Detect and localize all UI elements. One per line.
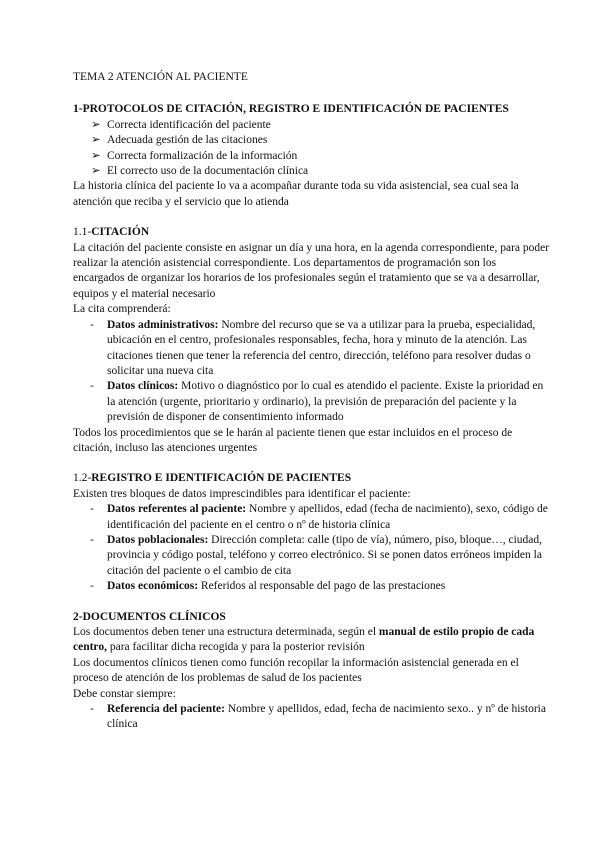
list-item-text: El correcto uso de la documentación clínica [107, 165, 309, 178]
arrow-bullet-icon: ➢ [91, 165, 101, 178]
section-1-1-intro: La cita comprenderá: [73, 303, 171, 316]
list-item-term: Datos poblacionales: [107, 533, 209, 546]
arrow-bullet-icon: ➢ [91, 134, 101, 147]
section-2-heading: 2-DOCUMENTOS CLÍNICOS [73, 610, 226, 623]
list-item-term: Datos administrativos: [107, 318, 219, 331]
section-1-paragraph: La historia clínica del paciente lo va a acompañar durante toda su vida asistencial, sea cual sea la atención que reciba y el servicio que lo atienda [73, 180, 519, 208]
section-title: CITACIÓN [91, 226, 150, 239]
section-1-2-dash-list [73, 502, 550, 594]
list-item-text: Correcta formalización de la información [107, 149, 298, 162]
list-item-text: Correcta identificación del paciente [107, 118, 271, 131]
list-item [73, 318, 550, 380]
list-item-text: Dirección completa: calle (tipo de vía), número, piso, bloque…, ciudad, provincia y código postal, teléfono y correo electrónico. Si se ponen datos erróneos impiden la citación del paciente o el cambio de cita [107, 533, 542, 577]
section-2-intro: Debe constar siempre: [73, 687, 176, 700]
list-item [73, 579, 550, 594]
document-title: TEMA 2 ATENCIÓN AL PACIENTE [73, 71, 248, 83]
section-1-2-intro: Existen tres bloques de datos imprescindibles para identificar el paciente: [73, 487, 411, 500]
list-item [73, 118, 550, 133]
section-number: 1.1- [73, 226, 92, 239]
section-2-paragraph-1 [73, 625, 550, 656]
section-1-1-closing: Todos los procedimientos que se le harán al paciente tienen que estar incluidos en el proceso de citación, incluso las atenciones urgentes [73, 426, 513, 454]
dash-bullet-icon: - [90, 580, 94, 593]
list-item-term: Datos económicos: [107, 580, 199, 593]
section-1-bullet-list [73, 118, 550, 180]
list-item-term: Referencia del paciente: [107, 703, 225, 716]
list-item-text: Nombre del recurso que se va a utilizar para la prueba, especialidad, ubicación en el centro, profesionales responsables, fecha, hora y minuto de la atención. Las citaciones tienen que tener la referencia del centro, dirección, teléfono para resolver dudas o solicitar una nueva cita [107, 318, 536, 377]
list-item-text: Nombre y apellidos, edad, fecha de nacimiento sexo.. y nº de historia clínica [107, 703, 546, 731]
list-item-text: Referidos al responsable del pago de las prestaciones [198, 580, 446, 593]
section-1-1-dash-list [73, 318, 550, 426]
paragraph-text: Los documentos deben tener una estructura determinada, según el [73, 626, 379, 638]
dash-bullet-icon: - [90, 533, 94, 546]
section-1-1-paragraph: La citación del paciente consiste en asignar un día y una hora, en la agenda correspondiente, para poder realizar la atención asistencial correspondiente. Los departamentos de programación son los encargados de organizar los horarios de los profesionales según el tratamiento que se va a desarrollar, equipos y el material necesario [73, 241, 550, 300]
list-item-text: Nombre y apellidos, edad (fecha de nacimiento), sexo, código de identificación del paciente en el centro o nº de historia clínica [107, 503, 548, 531]
list-item [73, 702, 550, 733]
list-item-text: Adecuada gestión de las citaciones [107, 134, 268, 147]
dash-bullet-icon: - [90, 380, 94, 393]
list-item [73, 149, 550, 164]
section-1-2-heading [73, 471, 550, 486]
list-item [73, 379, 550, 425]
list-item [73, 133, 550, 148]
list-item-term: Datos clínicos: [107, 380, 179, 393]
emphasis-text: manual de estilo propio de cada centro, [73, 626, 535, 654]
dash-bullet-icon: - [90, 703, 94, 716]
list-item-text: Motivo o diagnóstico por lo cual es atendido el paciente. Existe la prioridad en la atención (urgente, prioritario y ordinario), la previsión de preparación del paciente y la previsión de disponer de consentimiento informado [107, 380, 544, 424]
list-item-term: Datos referentes al paciente: [107, 503, 247, 516]
section-2-paragraph-2: Los documentos clínicos tienen como función recopilar la información asistencial generada en el proceso de atención de los problemas de salud de los pacientes [73, 656, 519, 685]
list-item [73, 533, 550, 579]
list-item [73, 164, 550, 179]
arrow-bullet-icon: ➢ [91, 118, 101, 131]
list-item [73, 502, 550, 533]
section-1-1-heading [73, 225, 550, 240]
dash-bullet-icon: - [90, 318, 94, 331]
section-2-dash-list [73, 702, 550, 733]
section-title: REGISTRO E IDENTIFICACIÓN DE PACIENTES [91, 472, 352, 485]
section-number: 1.2- [73, 472, 92, 485]
section-1-heading: 1-PROTOCOLOS DE CITACIÓN, REGISTRO E IDENTIFICACIÓN DE PACIENTES [73, 103, 509, 116]
dash-bullet-icon: - [90, 503, 94, 516]
paragraph-text: para facilitar dicha recogida y para la posterior revisión [106, 641, 365, 654]
arrow-bullet-icon: ➢ [91, 149, 101, 162]
